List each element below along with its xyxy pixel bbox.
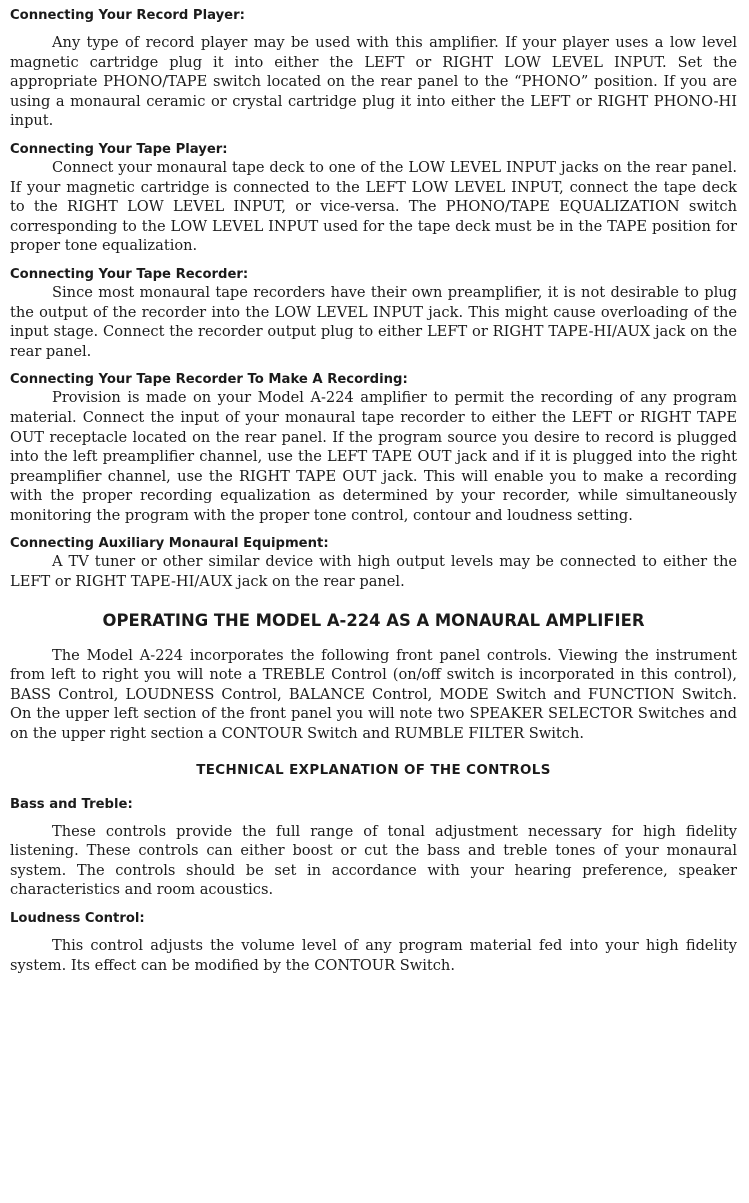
- control-bass-treble: [10, 796, 737, 900]
- control-paragraph: These controls provide the full range of tonal adjustment necessary for high fidelity listening. These controls can either boost or cut the bass and treble tones of your monaural system. The controls should be set in accordance with your hearing preference, speaker characteristics and room acoustics.: [10, 822, 737, 899]
- control-heading: Bass and Treble:: [10, 796, 133, 812]
- section-heading: Connecting Your Tape Recorder:: [10, 266, 249, 282]
- section-paragraph: Provision is made on your Model A-224 amplifier to permit the recording of any program material. Connect the input of your monaural tape recorder to either the LEFT or RIGHT TAPE OUT receptacle located on the rear panel. If the program source you desire to record is plugged into the left preamplifier channel, use the LEFT TAPE OUT jack and if it is plugged into the right preamplifier channel, use the RIGHT TAPE OUT jack. This will enable you to make a recording with the proper recording equalization as determined by your recorder, while simultaneously monitoring the program with the proper tone control, contour and loudness setting.: [10, 389, 737, 524]
- control-paragraph: This control adjusts the volume level of any program material fed into your high fidelity system. Its effect can be modified by the CONTOUR Switch.: [10, 937, 737, 974]
- section-heading: Connecting Your Tape Player:: [10, 141, 228, 157]
- section-heading: Connecting Your Record Player:: [10, 8, 245, 23]
- section-making-recording: [10, 371, 737, 525]
- control-heading: Loudness Control:: [10, 911, 145, 926]
- section-paragraph: A TV tuner or other similar device with high output levels may be connected to either the LEFT or RIGHT TAPE-HI/AUX jack on the rear panel.: [10, 553, 737, 591]
- section-auxiliary-equipment: [10, 535, 737, 591]
- section-heading: Connecting Auxiliary Monaural Equipment:: [10, 536, 329, 552]
- section-tape-recorder: [10, 266, 737, 361]
- section-paragraph: Since most monaural tape recorders have their own preamplifier, it is not desirable to plug the output of the recorder into the LOW LEVEL INPUT jack. This might cause overloading of the input stage. Connect the recorder output plug to either LEFT or RIGHT TAPE-HI/AUX jack on the rear panel.: [10, 283, 737, 360]
- section-heading: Connecting Your Tape Recorder To Make A Recording:: [10, 372, 408, 388]
- main-heading: OPERATING THE MODEL A-224 AS A MONAURAL AMPLIFIER: [102, 610, 645, 630]
- technical-heading: TECHNICAL EXPLANATION OF THE CONTROLS: [196, 762, 551, 778]
- section-paragraph: Any type of record player may be used with this amplifier. If your player uses a low level magnetic cartridge plug it into either the LEFT or RIGHT LOW LEVEL INPUT. Set the appropriate PHONO/TAPE switch located on the rear panel to the “PHONO” position. If you are using a monaural ceramic or crystal cartridge plug it into either the LEFT or RIGHT PHONO-HI input.: [10, 34, 737, 130]
- section-record-player: [10, 7, 737, 131]
- control-loudness: [10, 910, 737, 975]
- main-paragraph: The Model A-224 incorporates the following front panel controls. Viewing the instrument from left to right you will note a TREBLE Control (on/off switch is incorporated in this control), BASS Control, LOUDNESS Control, BALANCE Control, MODE Switch and FUNCTION Switch. On the upper left section of the front panel you will note two SPEAKER SELECTOR Switches and on the upper right section a CONTOUR Switch and RUMBLE FILTER Switch.: [10, 646, 737, 743]
- section-tape-player: [10, 141, 737, 256]
- section-paragraph: Connect your monaural tape deck to one of the LOW LEVEL INPUT jacks on the rear panel. If your magnetic cartridge is connected to the LEFT LOW LEVEL INPUT, connect the tape deck to the RIGHT LOW LEVEL INPUT, or vice-versa. The PHONO/TAPE EQUALIZATION switch corresponding to the LOW LEVEL INPUT used for the tape deck must be in the TAPE position for proper tone equalization.: [10, 158, 737, 255]
